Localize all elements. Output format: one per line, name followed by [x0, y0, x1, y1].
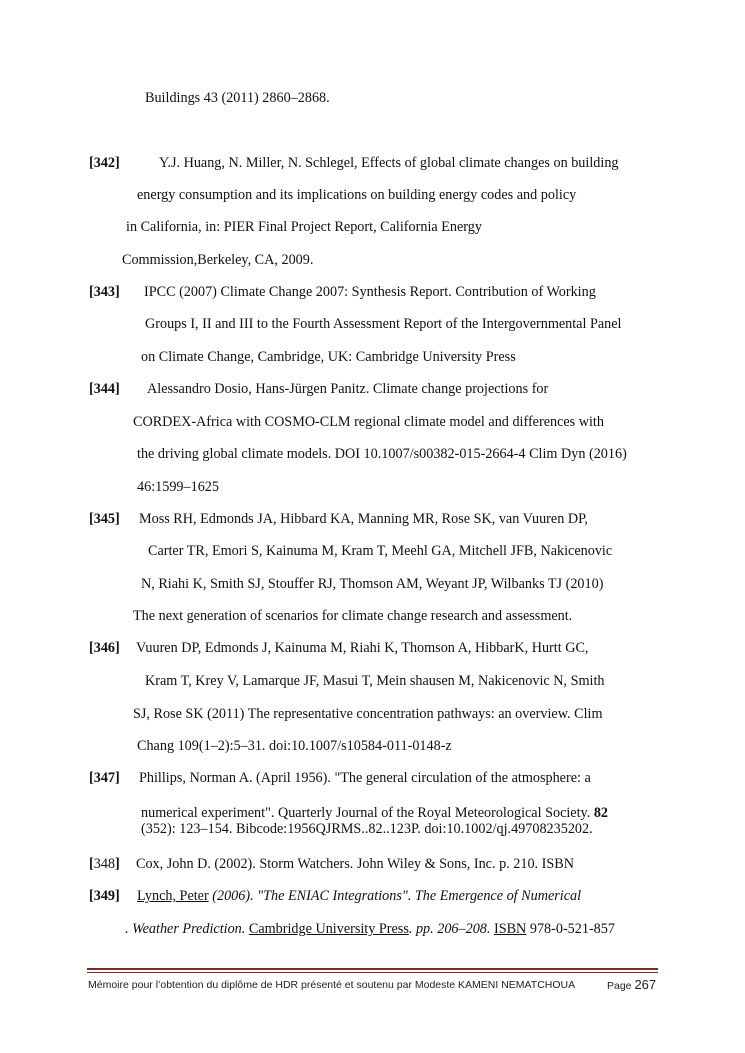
ref-349-title: (2006). "The ENIAC Integrations". The Emergence of Numerical: [208, 888, 582, 904]
page-number: [607, 977, 656, 992]
ref-343-line-2: Groups I, II and III to the Fourth Assessment Report of the Intergovernmental Panel: [145, 316, 622, 332]
ref-343-number: [343]: [89, 284, 120, 300]
ref-349-isbn-link[interactable]: ISBN: [493, 921, 527, 937]
ref-342-line-4: Commission,Berkeley, CA, 2009.: [122, 252, 314, 268]
ref-348-bracket-close: ]: [115, 856, 120, 872]
ref-343-line-3: on Climate Change, Cambridge, UK: Cambridge University Press: [141, 349, 516, 365]
ref-349-book: . Weather Prediction.: [125, 921, 249, 937]
ref-349-number: [349]: [89, 888, 120, 904]
page-number-value: 267: [634, 977, 657, 992]
ref-341-continuation: Buildings 43 (2011) 2860–2868.: [145, 90, 330, 106]
ref-348-digits: 348: [93, 856, 116, 872]
ref-344-line-2: CORDEX-Africa with COSMO-CLM regional climate model and differences with: [133, 414, 604, 430]
ref-347-number: [347]: [89, 770, 120, 786]
ref-346-line-4: Chang 109(1–2):5–31. doi:10.1007/s10584-011-0148-z: [137, 738, 452, 754]
ref-342-number: [342]: [89, 155, 120, 171]
ref-349-line-1: [137, 887, 581, 905]
ref-349-author-link[interactable]: Lynch, Peter: [137, 888, 209, 904]
ref-345-line-1: Moss RH, Edmonds JA, Hibbard KA, Manning MR, Rose SK, van Vuuren DP,: [139, 511, 588, 527]
ref-345-line-2: Carter TR, Emori S, Kainuma M, Kram T, Meehl GA, Mitchell JFB, Nakicenovic: [148, 543, 613, 559]
ref-345-line-3: N, Riahi K, Smith SJ, Stouffer RJ, Thomson AM, Weyant JP, Wilbanks TJ (2010): [141, 576, 604, 592]
ref-348-number: [89, 855, 120, 873]
ref-346-number: [346]: [89, 640, 120, 656]
ref-342-line-2: energy consumption and its implications on building energy codes and policy: [137, 187, 577, 203]
ref-344-number: [344]: [89, 381, 120, 397]
ref-347-volume: 82: [593, 805, 609, 821]
ref-349-line-2: [125, 920, 615, 938]
footer-rule-thin: [87, 972, 658, 973]
ref-347-line-2-text: numerical experiment". Quarterly Journal of the Royal Meteorological Society.: [141, 805, 594, 821]
ref-349-pages: . pp. 206–208.: [408, 921, 494, 937]
ref-344-line-3: the driving global climate models. DOI 10.1007/s00382-015-2664-4 Clim Dyn (2016): [137, 446, 627, 462]
ref-347-line-1: Phillips, Norman A. (April 1956). "The general circulation of the atmosphere: a: [139, 770, 591, 786]
ref-349-isbn-number: 978-0-521-857: [526, 921, 615, 937]
footer-text: Mémoire pour l’obtention du diplôme de HDR présenté et soutenu par Modeste KAMENI NEMATCHOUA: [88, 979, 576, 991]
footer-rule-thick: [87, 968, 658, 970]
ref-348-bracket-open: [: [89, 856, 94, 872]
ref-346-line-2: Kram T, Krey V, Lamarque JF, Masui T, Mein shausen M, Nakicenovic N, Smith: [145, 673, 605, 689]
ref-345-number: [345]: [89, 511, 120, 527]
ref-349-publisher-link[interactable]: Cambridge University Press: [248, 921, 409, 937]
ref-344-line-4: 46:1599–1625: [137, 479, 219, 495]
ref-342-line-3: in California, in: PIER Final Project Report, California Energy: [126, 219, 482, 235]
ref-348-line-1: Cox, John D. (2002). Storm Watchers. John Wiley & Sons, Inc. p. 210. ISBN: [136, 856, 574, 872]
ref-345-line-4: The next generation of scenarios for climate change research and assessment.: [133, 608, 573, 624]
page-label: Page: [607, 980, 635, 992]
ref-346-line-3: SJ, Rose SK (2011) The representative concentration pathways: an overview. Clim: [133, 706, 603, 722]
ref-344-line-1: Alessandro Dosio, Hans-Jürgen Panitz. Climate change projections for: [147, 381, 549, 397]
ref-346-line-1: Vuuren DP, Edmonds J, Kainuma M, Riahi K, Thomson A, HibbarK, Hurtt GC,: [136, 640, 589, 656]
ref-342-line-1: Y.J. Huang, N. Miller, N. Schlegel, Effects of global climate changes on building: [159, 155, 619, 171]
ref-347-line-3: (352): 123–154. Bibcode:1956QJRMS..82..123P. doi:10.1002/qj.49708235202.: [141, 821, 593, 837]
ref-343-line-1: IPCC (2007) Climate Change 2007: Synthesis Report. Contribution of Working: [144, 284, 596, 300]
